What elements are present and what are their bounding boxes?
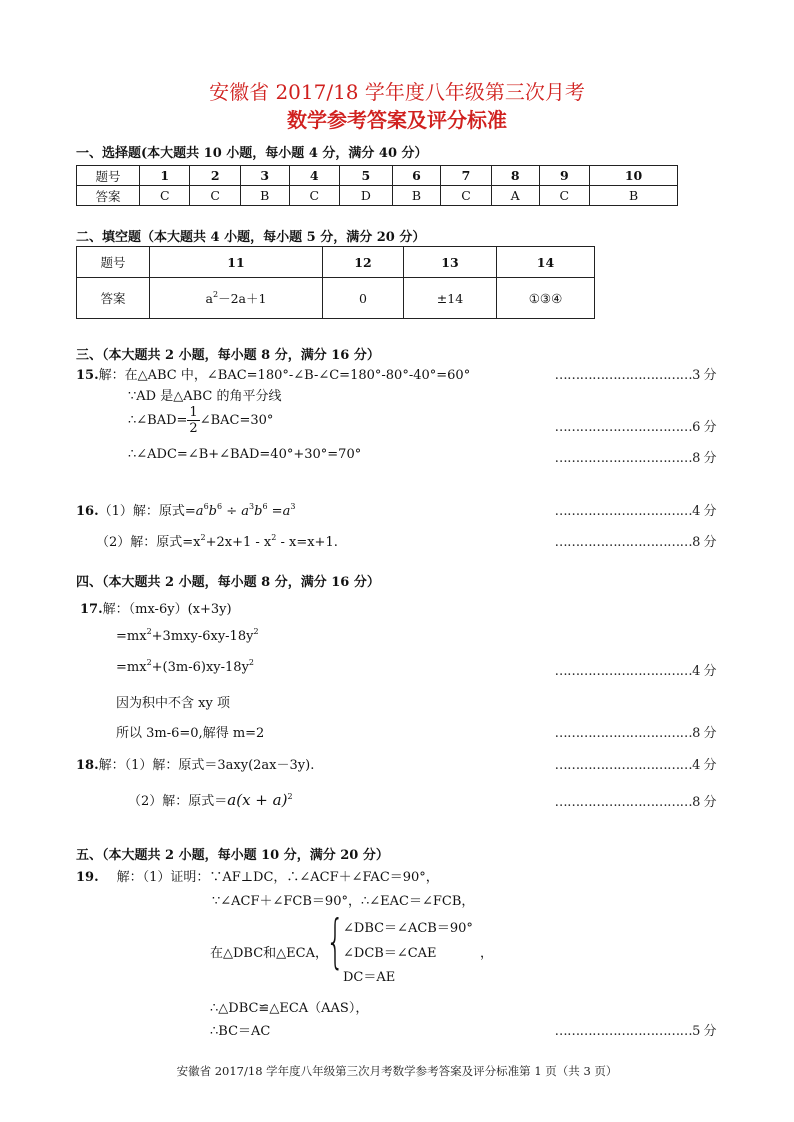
q16-line2: （2）解：原式$=x^2+2x+1 - x^2 - x=x+1$. xyxy=(96,533,338,550)
score-points: ……………………………5 分 xyxy=(554,1024,716,1039)
section1-heading: 一、选择题(本大题共 10 小题，每小题 4 分，满分 40 分） xyxy=(76,146,428,161)
table-row xyxy=(77,247,595,278)
answer-cell: C xyxy=(140,186,190,206)
document-subtitle: 数学参考答案及评分标准 xyxy=(287,108,507,132)
answer-cell: C xyxy=(539,186,589,206)
q19-line4: ∴△DBC≌△ECA（AAS）， xyxy=(210,1001,369,1016)
question-number: 1 xyxy=(140,166,190,186)
answer-cell: ±14 xyxy=(404,278,497,319)
q15-line4: ∴∠ADC=∠B+∠BAD=40°+30°=70° xyxy=(128,447,362,462)
q19-line5: ∴BC＝AC xyxy=(210,1024,271,1039)
score-points: ……………………………8 分 xyxy=(554,451,716,466)
answer-cell: D xyxy=(340,186,393,206)
q15-line2: ∵AD 是△ABC 的角平分线 xyxy=(128,389,282,404)
section2-heading: 二、填空题（本大题共 4 小题，每小题 5 分，满分 20 分） xyxy=(76,230,426,245)
score-points: ……………………………4 分 xyxy=(554,504,716,519)
q19-line3: 在△DBC和△ECA， xyxy=(210,946,328,961)
document-title: 安徽省 2017/18 学年度八年级第三次月考 xyxy=(209,80,585,104)
score-points: ……………………………8 分 xyxy=(554,795,716,810)
question-number: 9 xyxy=(539,166,589,186)
question-number: 7 xyxy=(441,166,491,186)
row-label: 答案 xyxy=(77,278,150,319)
q19-system-row: DC＝AE xyxy=(343,970,396,985)
answer-cell: A xyxy=(491,186,539,206)
fraction: $\frac{1}{2}$ xyxy=(189,405,198,436)
brace-symbol: { xyxy=(326,907,345,975)
question-number: 10 xyxy=(590,166,678,186)
question-number: 14 xyxy=(497,247,595,278)
answer-cell: B xyxy=(392,186,441,206)
answer-cell: 0 xyxy=(323,278,404,319)
q18-line1: 18.解：（1）解：原式＝3axy(2ax－3y). xyxy=(76,758,315,773)
q18-line2: （2）解：原式$=a(x + a)^2$ xyxy=(128,791,293,809)
answer-cell: $a^2-2a+1$ xyxy=(150,278,323,319)
choice-answer-table xyxy=(76,165,678,206)
q15-line1: 15.解：在△ABC 中，∠BAC=180°-∠B-∠C=180°-80°-40°=60° xyxy=(76,368,471,383)
row-label: 题号 xyxy=(77,247,150,278)
score-points: ……………………………6 分 xyxy=(554,420,716,435)
question-number: 13 xyxy=(404,247,497,278)
question-number: 6 xyxy=(392,166,441,186)
answer-cell: C xyxy=(289,186,339,206)
score-points: ……………………………8 分 xyxy=(554,726,716,741)
table-row xyxy=(77,278,595,319)
q19-comma: ， xyxy=(480,946,494,961)
question-number: 11 xyxy=(150,247,323,278)
q17-line3: $=mx^2+(3m-6)xy-18y^2$ xyxy=(116,658,255,675)
score-points: ……………………………4 分 xyxy=(554,664,716,679)
question-number: 4 xyxy=(289,166,339,186)
q16-line1: 16.（1）解：原式$=a^6b^6 \div a^3b^6 =a^3$ xyxy=(76,502,296,519)
section3-heading: 三、（本大题共 2 小题，每小题 8 分，满分 16 分） xyxy=(76,348,380,363)
q19-line1: 19. 解：（1）证明：∵AF⊥DC，∴∠ACF＋∠FAC＝90°， xyxy=(76,870,439,885)
question-number: 2 xyxy=(190,166,240,186)
q19-system-row: ∠DBC＝∠ACB＝90° xyxy=(343,921,473,936)
page-footer: 安徽省 2017/18 学年度八年级第三次月考数学参考答案及评分标准第 1 页（共 3 页） xyxy=(176,1064,618,1078)
section5-heading: 五、（本大题共 2 小题，每小题 10 分，满分 20 分） xyxy=(76,848,389,863)
question-number: 12 xyxy=(323,247,404,278)
section4-heading: 四、（本大题共 2 小题，每小题 8 分，满分 16 分） xyxy=(76,575,380,590)
table-row xyxy=(77,186,678,206)
q17-line4: 因为积中不含 xy 项 xyxy=(116,696,230,711)
q15-line3: ∴∠BAD= $\frac{1}{2}$ ∠BAC=30° xyxy=(128,405,274,436)
q19-system-row: ∠DCB＝∠CAE xyxy=(343,946,437,961)
answer-cell: ①③④ xyxy=(497,278,595,319)
answer-cell: C xyxy=(441,186,491,206)
answer-cell: B xyxy=(590,186,678,206)
question-number: 5 xyxy=(340,166,393,186)
fill-answer-table xyxy=(76,246,595,319)
table-row xyxy=(77,166,678,186)
score-points: ……………………………8 分 xyxy=(554,535,716,550)
row-label: 答案 xyxy=(77,186,140,206)
q17-line2: $=mx^2+3mxy-6xy-18y^2$ xyxy=(116,627,259,644)
score-points: ……………………………3 分 xyxy=(554,368,716,383)
question-number: 3 xyxy=(240,166,289,186)
row-label: 题号 xyxy=(77,166,140,186)
answer-cell: B xyxy=(240,186,289,206)
q17-line5: 所以 3m-6=0,解得 m=2 xyxy=(116,726,265,741)
answer-cell: C xyxy=(190,186,240,206)
q17-line1: 17.解：（mx-6y）(x+3y) xyxy=(80,602,232,617)
question-number: 8 xyxy=(491,166,539,186)
score-points: ……………………………4 分 xyxy=(554,758,716,773)
q19-line2: ∵∠ACF＋∠FCB＝90°，∴∠EAC＝∠FCB， xyxy=(212,894,475,909)
